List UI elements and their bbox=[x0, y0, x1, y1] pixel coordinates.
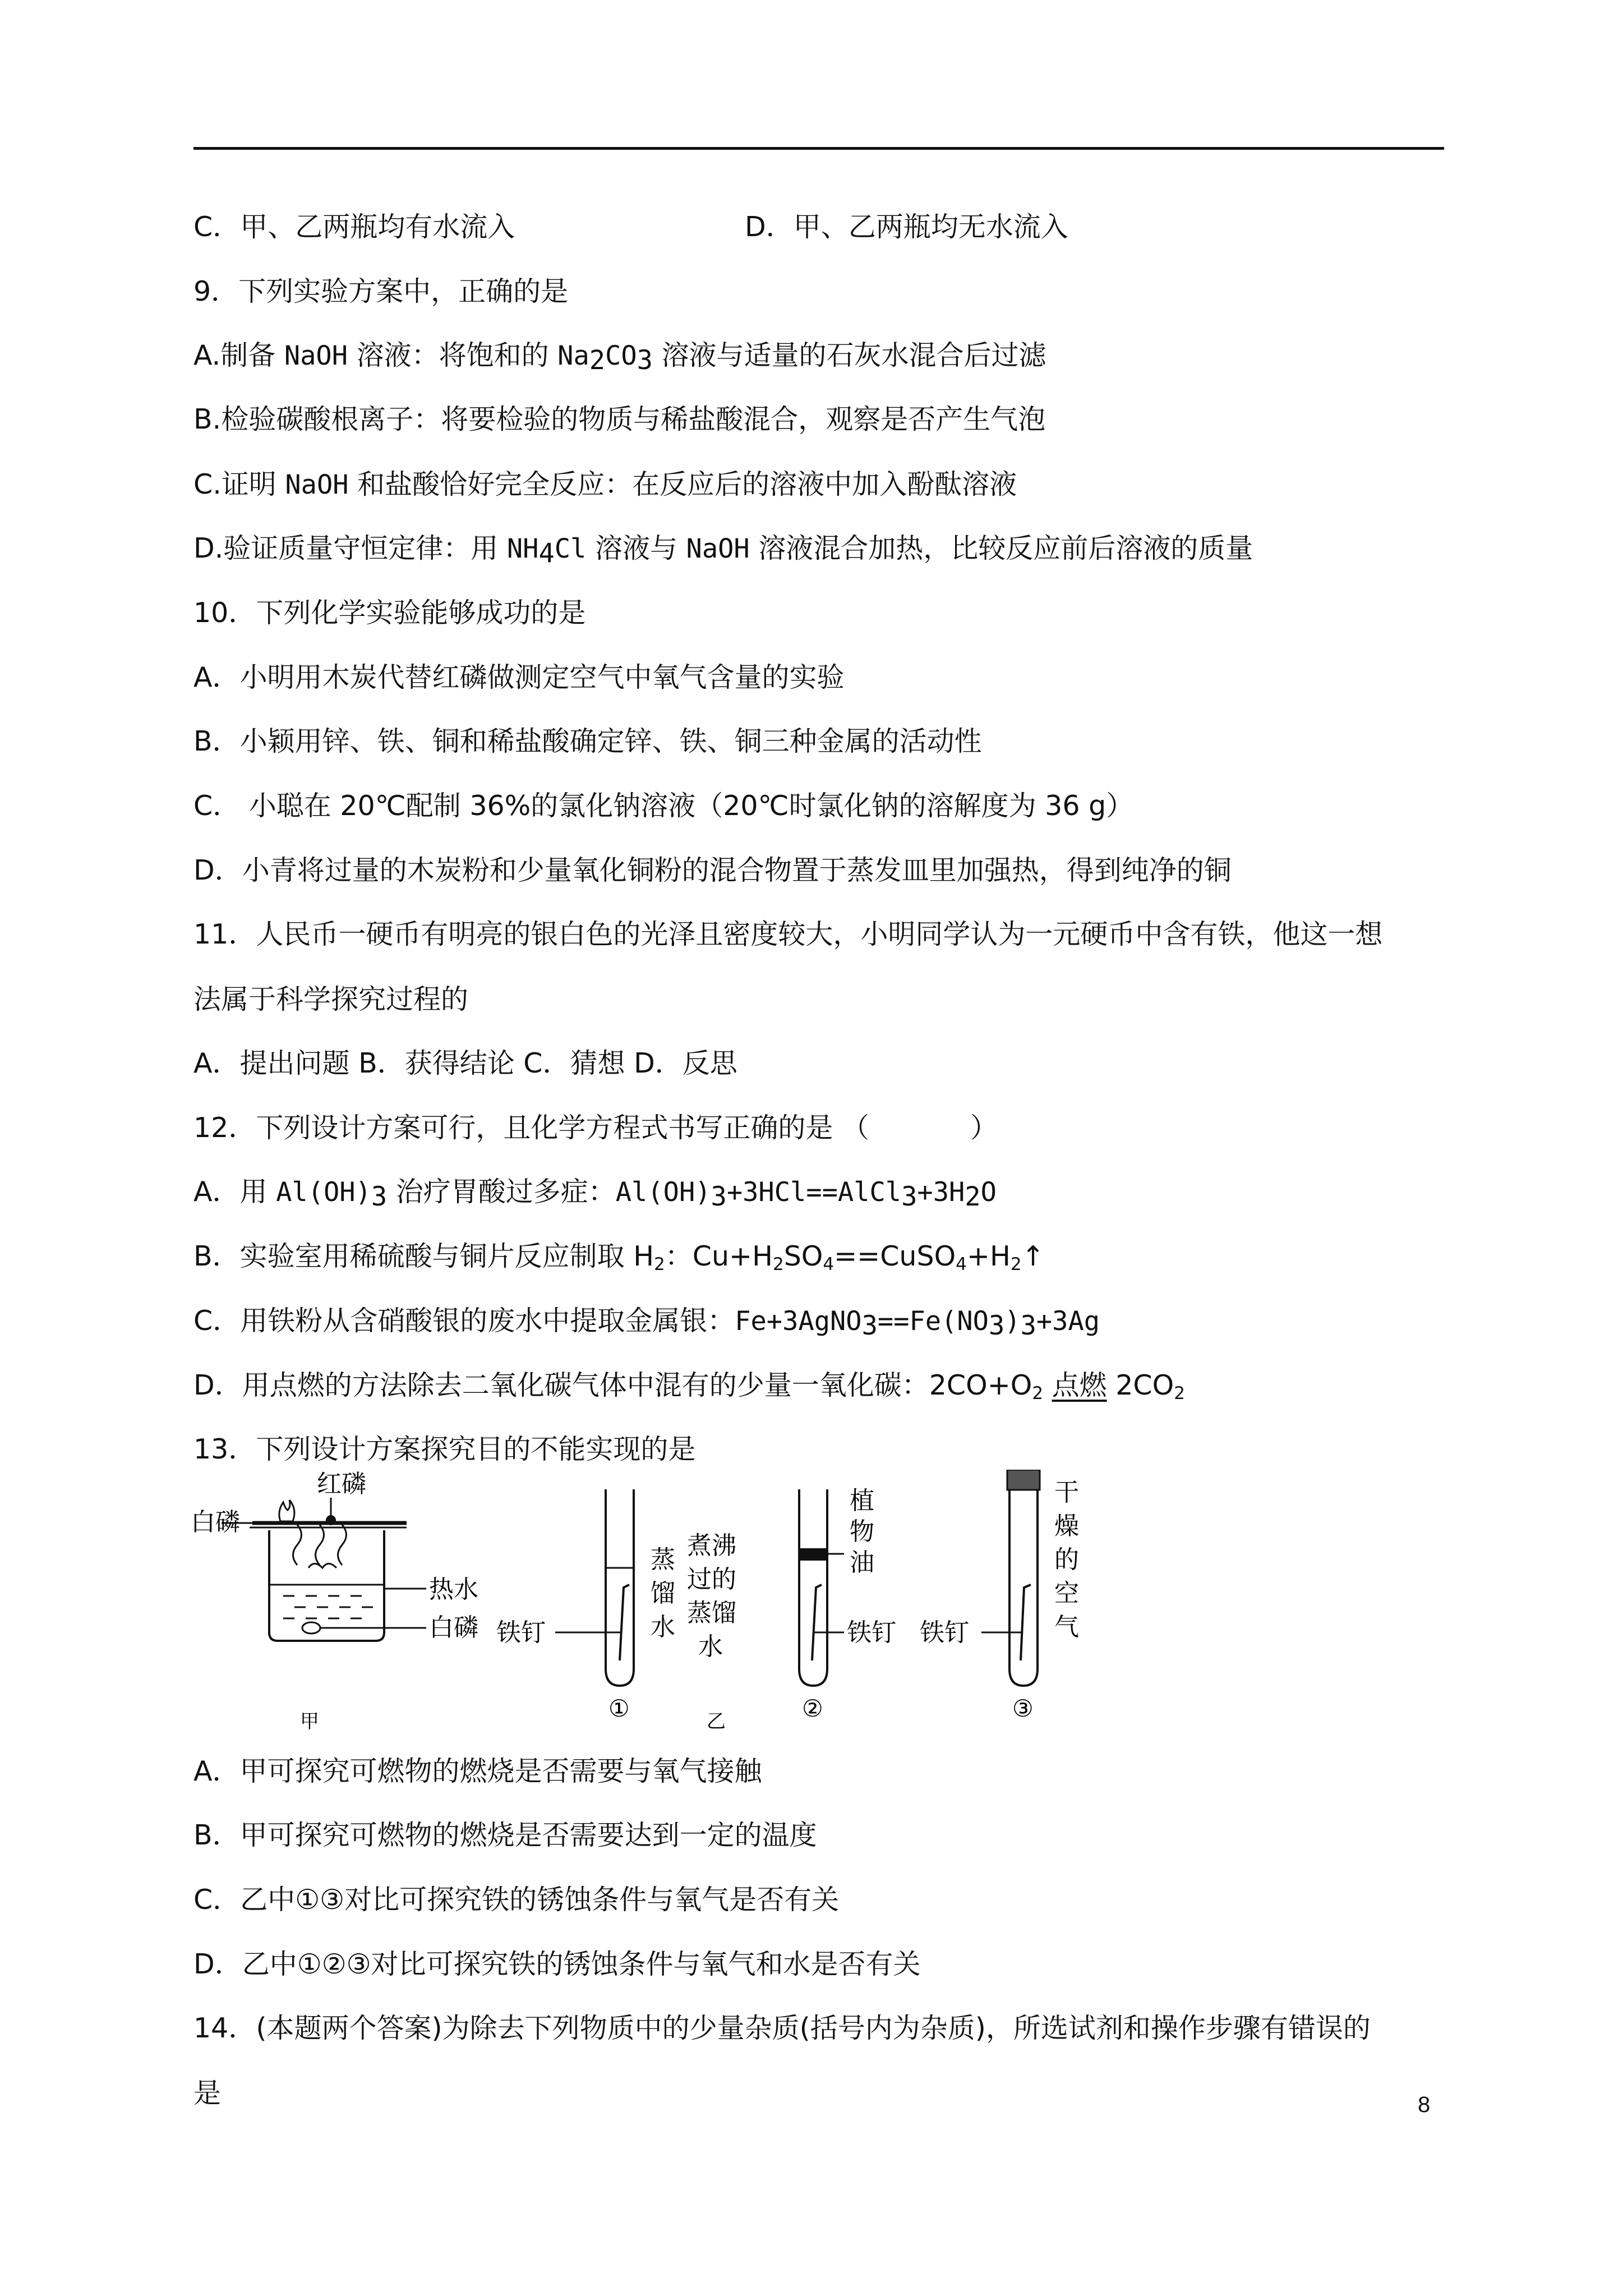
label-nail-1: 铁钉 bbox=[496, 1618, 546, 1647]
q10-option-d: D．小青将过量的木炭粉和少量氧化铜粉的混合物置于蒸发皿里加强热，得到纯净的铜 bbox=[193, 854, 1232, 886]
label-dry-air-2: 燥 bbox=[1054, 1512, 1079, 1540]
label-boiled-1: 煮沸 bbox=[687, 1531, 736, 1560]
q10-option-c: C． 小聪在 20℃配制 36%的氯化钠溶液（20℃时氯化钠的溶解度为 36 g） bbox=[193, 790, 1134, 822]
label-tube-3: ③ bbox=[1012, 1695, 1034, 1722]
label-distilled-water-3: 水 bbox=[651, 1613, 675, 1641]
q13-option-a: A．甲可探究可燃物的燃烧是否需要与氧气接触 bbox=[193, 1755, 762, 1787]
q12-option-a: A．用 $Al(OH)_3$ 治疗胃酸过多症：$Al(OH)_3+3HCl==AlCl_3+3H_2O$ bbox=[193, 1176, 997, 1212]
experiment-figure bbox=[191, 1470, 1144, 1733]
label-tube-1: ① bbox=[608, 1695, 630, 1722]
label-boiled-3: 蒸馏 bbox=[687, 1599, 736, 1627]
label-dry-air-4: 空 bbox=[1054, 1579, 1079, 1608]
q12-option-b: B．实验室用稀硫酸与铜片反应制取 $H_2$：$Cu+H_2SO_4==CuSO_4+H_2↑$ bbox=[193, 1240, 1045, 1274]
oil-layer bbox=[800, 1548, 826, 1561]
label-tube-2: ② bbox=[802, 1695, 823, 1722]
q9-option-c: C.证明 NaOH 和盐酸恰好完全反应：在反应后的溶液中加入酚酞溶液 bbox=[193, 468, 1017, 500]
q11-options: A．提出问题 B．获得结论 C．猜想 D．反思 bbox=[193, 1047, 737, 1079]
q13-option-b: B．甲可探究可燃物的燃烧是否需要达到一定的温度 bbox=[193, 1819, 817, 1851]
flame-icon bbox=[279, 1500, 294, 1521]
label-oil-3: 油 bbox=[850, 1548, 874, 1577]
label-distilled-water-2: 馏 bbox=[651, 1579, 675, 1608]
q9-option-a: A.制备 NaOH 溶液：将饱和的 $Na_2CO_3$ 溶液与适量的石灰水混合后过滤 bbox=[193, 339, 1046, 376]
label-nail-3: 铁钉 bbox=[920, 1618, 969, 1647]
label-hot-water: 热水 bbox=[429, 1575, 478, 1604]
q13-option-d: D．乙中①②③对比可探究铁的锈蚀条件与氧气和水是否有关 bbox=[193, 1948, 921, 1980]
label-dry-air-5: 气 bbox=[1054, 1613, 1079, 1641]
label-jia: 甲 bbox=[300, 1710, 319, 1733]
q10-option-a: A．小明用木炭代替红磷做测定空气中氧气含量的实验 bbox=[193, 661, 845, 693]
q9-option-b: B.检验碳酸根离子：将要检验的物质与稀盐酸混合，观察是否产生气泡 bbox=[193, 403, 1046, 435]
label-nail-2: 铁钉 bbox=[847, 1618, 896, 1647]
label-white-phosphorus-top: 白磷 bbox=[191, 1508, 240, 1536]
ignite-condition: 点燃 bbox=[1052, 1369, 1107, 1401]
question-14-line1: 14．(本题两个答案)为除去下列物质中的少量杂质(括号内为杂质)，所选试剂和操作步骤有错误的 bbox=[193, 2012, 1371, 2044]
option-c-q8: C．甲、乙两瓶均有水流入 bbox=[193, 211, 515, 243]
label-yi: 乙 bbox=[707, 1710, 726, 1733]
q10-option-b: B．小颖用锌、铁、铜和稀盐酸确定锌、铁、铜三种金属的活动性 bbox=[193, 725, 982, 757]
label-dry-air-1: 干 bbox=[1054, 1478, 1079, 1507]
question-10: 10．下列化学实验能够成功的是 bbox=[193, 597, 586, 629]
label-boiled-2: 过的 bbox=[687, 1565, 736, 1594]
label-oil-2: 物 bbox=[850, 1517, 874, 1546]
label-oil-1: 植 bbox=[850, 1487, 874, 1515]
q13-option-c: C．乙中①③对比可探究铁的锈蚀条件与氧气是否有关 bbox=[193, 1884, 840, 1916]
label-red-phosphorus: 红磷 bbox=[317, 1470, 366, 1498]
label-white-phosphorus-bottom: 白磷 bbox=[429, 1613, 478, 1642]
question-9: 9．下列实验方案中，正确的是 bbox=[193, 275, 569, 307]
question-12: 12．下列设计方案可行，且化学方程式书写正确的是 （ ） bbox=[193, 1112, 998, 1144]
q12-option-c: C．用铁粉从含硝酸银的废水中提取金属银：$Fe+3AgNO_3==Fe(NO_3)_3+3Ag$ bbox=[193, 1305, 1100, 1341]
question-14-line2: 是 bbox=[193, 2077, 222, 2109]
option-d-q8: D．甲、乙两瓶均无水流入 bbox=[745, 211, 1068, 243]
q9-option-d: D.验证质量守恒定律：用 $NH_4Cl$ 溶液与 NaOH 溶液混合加热，比较反应前后溶液的质量 bbox=[193, 532, 1253, 569]
label-dry-air-3: 的 bbox=[1054, 1545, 1079, 1574]
label-boiled-4: 水 bbox=[698, 1632, 723, 1661]
stopper bbox=[1007, 1470, 1040, 1490]
label-distilled-water-1: 蒸 bbox=[651, 1545, 675, 1574]
question-11-line2: 法属于科学探究过程的 bbox=[193, 983, 469, 1015]
header-rule bbox=[193, 147, 1444, 150]
question-11-line1: 11．人民币一硬币有明亮的银白色的光泽且密度较大，小明同学认为一元硬币中含有铁，他这一想 bbox=[193, 918, 1383, 950]
page-number: 8 bbox=[1418, 2092, 1431, 2117]
q12-option-d: D．用点燃的方法除去二氧化碳气体中混有的少量一氧化碳：$2CO+O_2$ 点燃 $2CO_2$ bbox=[193, 1369, 1185, 1404]
question-13: 13．下列设计方案探究目的不能实现的是 bbox=[193, 1433, 696, 1465]
